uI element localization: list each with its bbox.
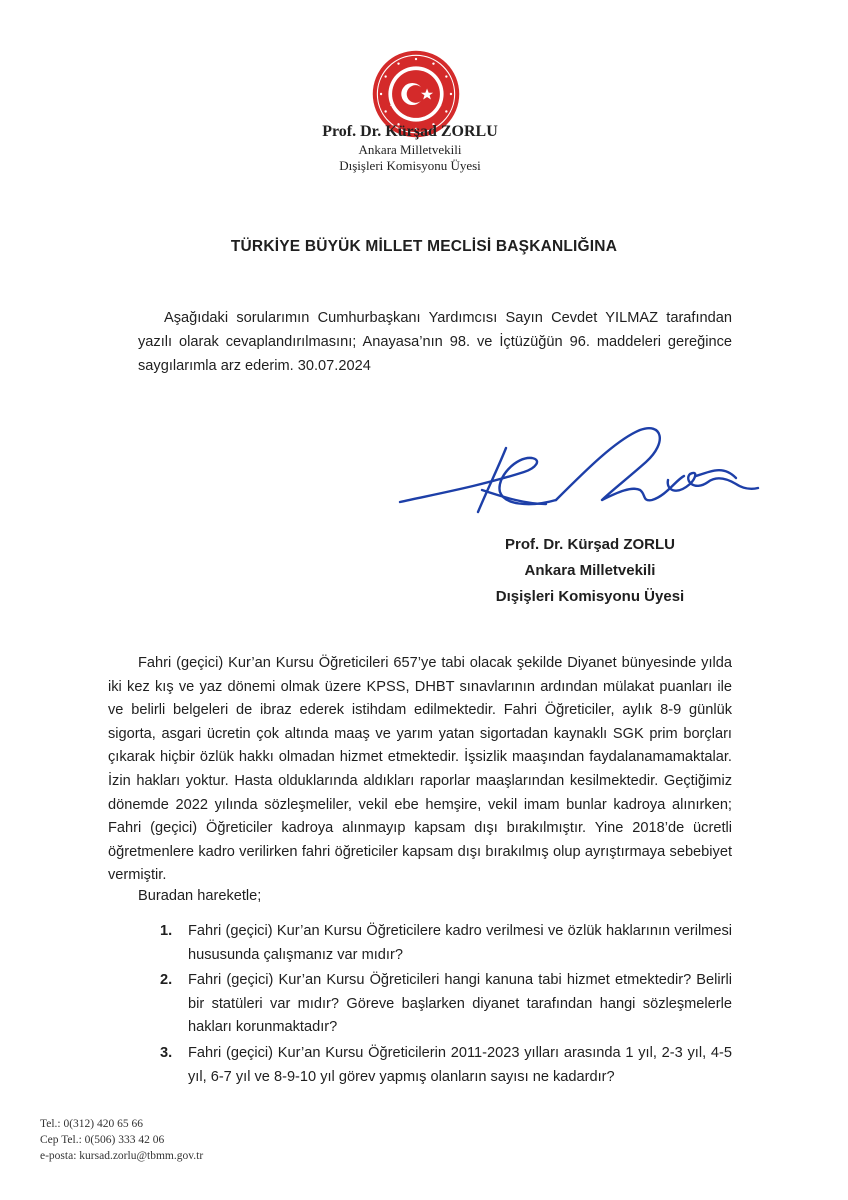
question-item — [160, 969, 732, 1040]
question-number: 3. — [160, 1044, 173, 1061]
question-item — [160, 920, 732, 967]
letterhead-title: Ankara Milletvekili — [358, 142, 462, 157]
letterhead — [250, 122, 570, 174]
contact-footer — [40, 1116, 203, 1164]
question-text: Fahri (geçici) Kur’an Kursu Öğreticilerin 2011-2023 yılları arasında 1 yıl, 2-3 yıl, 4-5 yıl, 6-7 yıl ve 8-9-10 yıl görev yapmış olanların sayısı ne kadardır? — [188, 1044, 732, 1085]
body-paragraph — [108, 652, 732, 888]
addressee-heading: TÜRKİYE BÜYÜK MİLLET MECLİSİ BAŞKANLIĞINA — [230, 238, 618, 255]
handwritten-signature — [396, 420, 760, 530]
question-list — [160, 920, 732, 1091]
signature-committee: Dışişleri Komisyonu Üyesi — [495, 588, 685, 605]
body-text: Fahri (geçici) Kur’an Kursu Öğreticileri 657’ye tabi olacak şekilde Diyanet bünyesinde yılda iki kez kış ve yaz dönemi olmak üzere KPSS, DHBT sınavlarının ardından mülakat puanları ile ve belirli belgeleri de ibraz ederek istihdam edilmektedir. Fahri Öğreticiler, aylık 8-9 günlük sigorta, asgari ücretin çok altında maaş ve yarım yatan sigortadan kaynaklı SGK prim borçları çıkarak hiçbir özlük hakkı olmadan hizmet etmektedir. İşsizlik maaşından faydalanamamaktalar. İzin hakları yoktur. Hasta olduklarında aldıkları raporlar maaşlarından kesilmektedir. Geçtiğimiz dönemde 2022 yılında sözleşmeliler, vekil ebe hemşire, vekil imam bunlar kadroya alınırken; Fahri (geçici) Öğreticiler kadroya alınmayıp kapsam dışı bırakılmıştır. Yine 2018’de ücretli öğretmenlere kadro verilirken fahri öğreticiler kapsam dışı bırakılmış olup ayrıştırmaya sebebiyet vermiştir. — [108, 655, 732, 884]
question-text: Fahri (geçici) Kur’an Kursu Öğreticilere kadro verilmesi ve özlük haklarının verilmesi hususunda çalışmanız var mıdır? — [188, 923, 732, 963]
question-item — [160, 1042, 732, 1089]
intro-paragraph — [138, 306, 732, 378]
letterhead-committee: Dışişleri Komisyonu Üyesi — [339, 158, 481, 173]
letterhead-name: Prof. Dr. Kürşad ZORLU — [322, 123, 498, 140]
footer-phone: Tel.: 0(312) 420 65 66 — [40, 1118, 144, 1130]
signature-block — [470, 532, 710, 610]
question-number: 1. — [160, 923, 173, 939]
intro-text: Aşağıdaki sorularımın Cumhurbaşkanı Yardımcısı Sayın Cevdet YILMAZ tarafından yazılı olarak cevaplandırılmasını; Anayasa’nın 98. ve İçtüzüğün 96. maddeleri gereğince saygılarımla arz ederim. 30.07.2024 — [138, 310, 732, 374]
footer-mobile: Cep Tel.: 0(506) 333 42 06 — [40, 1134, 165, 1146]
lead-text: Buradan hareketle; — [138, 888, 262, 904]
question-number: 2. — [160, 972, 173, 989]
question-text: Fahri (geçici) Kur’an Kursu Öğreticileri hangi kanuna tabi hizmet etmektedir? Belirli bir statüleri var mıdır? Göreve başlarken diyanet tarafından hangi sözleşmelerle hakları korunmaktadır? — [188, 972, 732, 1036]
signature-title: Ankara Milletvekili — [524, 562, 656, 579]
signature-name: Prof. Dr. Kürşad ZORLU — [504, 536, 676, 553]
footer-email: e-posta: kursad.zorlu@tbmm.gov.tr — [40, 1150, 204, 1162]
